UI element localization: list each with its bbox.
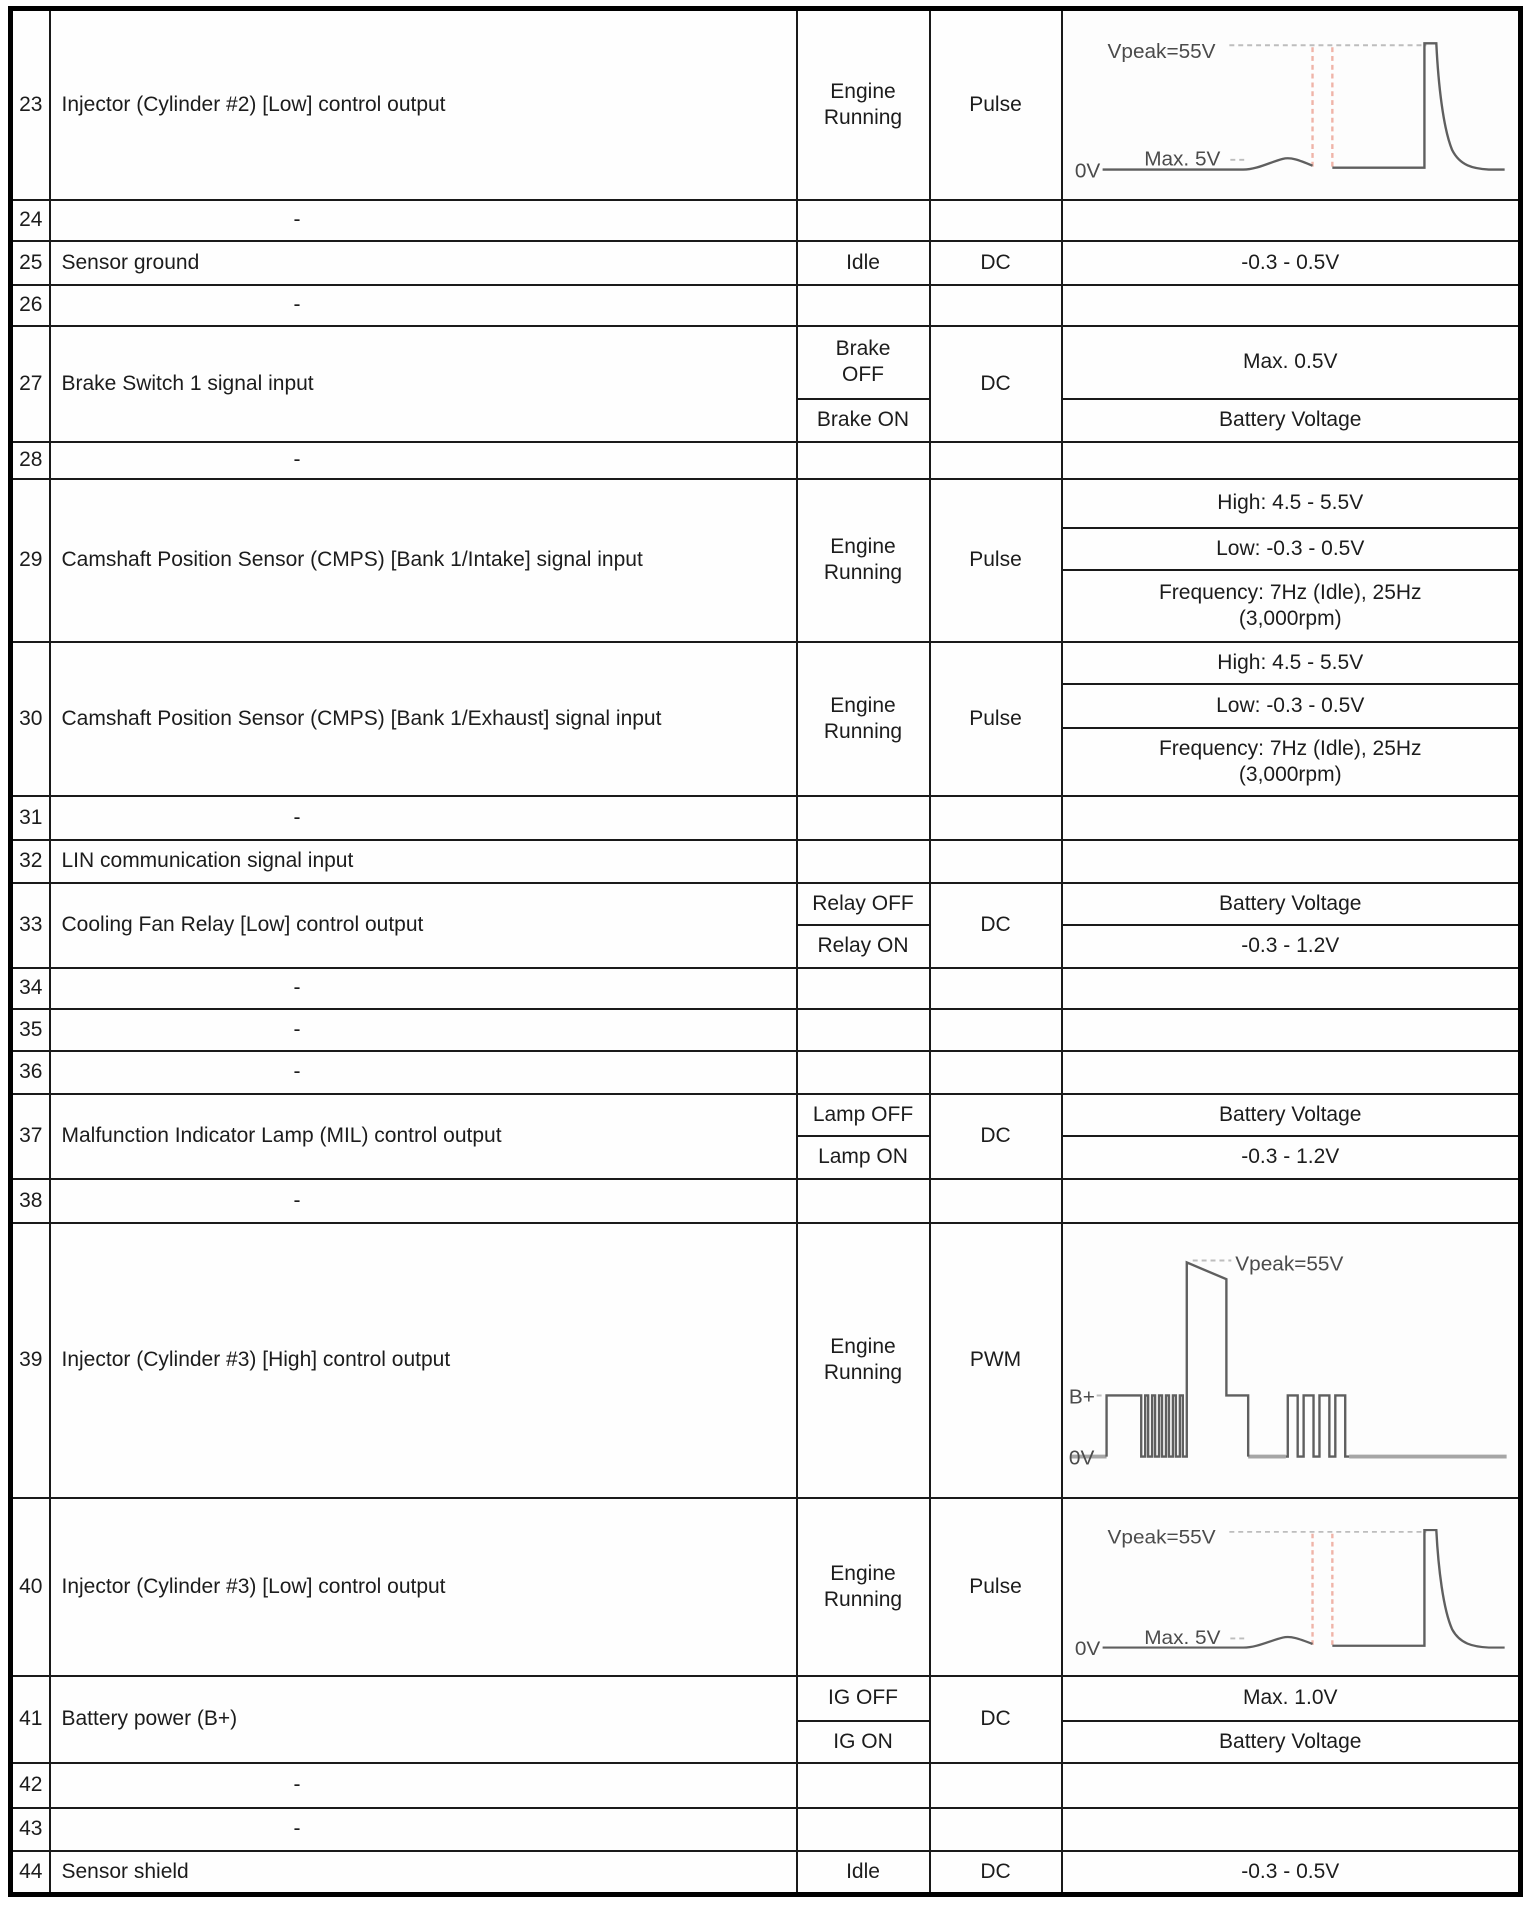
zero-volt-label: 0V	[1074, 159, 1100, 183]
table-row	[11, 326, 1521, 399]
type-cell	[930, 1808, 1062, 1851]
pin-number: 37	[11, 1094, 50, 1179]
value-cell: -0.3 - 0.5V	[1062, 1851, 1521, 1895]
pin-number: 23	[11, 9, 50, 200]
description-cell: Injector (Cylinder #3) [High] control output	[50, 1223, 797, 1498]
description-cell: -	[50, 1009, 797, 1051]
type-cell	[930, 1763, 1062, 1808]
waveform-trace-main	[1106, 1262, 1248, 1456]
type-cell: PWM	[930, 1223, 1062, 1498]
condition-cell: Engine Running	[797, 642, 930, 796]
waveform-trace-spike	[1332, 1530, 1504, 1648]
pin-number: 30	[11, 642, 50, 796]
description-cell: -	[50, 796, 797, 840]
value-cell: Battery Voltage	[1062, 1721, 1521, 1763]
condition-cell: Idle	[797, 1851, 930, 1895]
table-row	[11, 285, 1521, 326]
zero-volt-label: 0V	[1068, 1446, 1094, 1469]
description-cell: -	[50, 200, 797, 241]
description-cell: -	[50, 1808, 797, 1851]
zero-volt-label: 0V	[1074, 1638, 1100, 1660]
value-cell	[1062, 840, 1521, 883]
pulse-waveform-diagram	[1063, 11, 1519, 198]
table-row	[11, 442, 1521, 479]
condition-cell	[797, 1051, 930, 1094]
value-cell	[1062, 442, 1521, 479]
waveform-pulse	[1062, 1498, 1521, 1676]
description-cell: Injector (Cylinder #2) [Low] control output	[50, 9, 797, 200]
max5v-label: Max. 5V	[1143, 1627, 1220, 1649]
value-cell	[1062, 1051, 1521, 1094]
type-cell: DC	[930, 1676, 1062, 1763]
type-cell: DC	[930, 326, 1062, 442]
max5v-label: Max. 5V	[1143, 148, 1220, 171]
type-cell: Pulse	[930, 479, 1062, 642]
description-cell: -	[50, 1051, 797, 1094]
table-row	[11, 1676, 1521, 1721]
type-cell	[930, 442, 1062, 479]
type-cell	[930, 1051, 1062, 1094]
table-row	[11, 9, 1521, 200]
pin-number: 43	[11, 1808, 50, 1851]
pin-number: 36	[11, 1051, 50, 1094]
table-row	[11, 1763, 1521, 1808]
value-cell: Max. 1.0V	[1062, 1676, 1521, 1721]
condition-cell: Engine Running	[797, 9, 930, 200]
pin-number: 32	[11, 840, 50, 883]
pin-number: 38	[11, 1179, 50, 1223]
type-cell: DC	[930, 1094, 1062, 1179]
waveform-pwm	[1062, 1223, 1521, 1498]
type-cell	[930, 840, 1062, 883]
value-cell	[1062, 1763, 1521, 1808]
condition-cell	[797, 1808, 930, 1851]
pin-number: 24	[11, 200, 50, 241]
pwm-waveform-diagram	[1063, 1225, 1519, 1496]
condition-cell	[797, 1763, 930, 1808]
table-row	[11, 1851, 1521, 1895]
pin-number: 28	[11, 442, 50, 479]
table-row	[11, 241, 1521, 285]
vpeak-label: Vpeak=55V	[1107, 40, 1216, 64]
type-cell: DC	[930, 1851, 1062, 1895]
value-cell: High: 4.5 - 5.5V	[1062, 479, 1521, 528]
description-cell: -	[50, 968, 797, 1009]
type-cell: Pulse	[930, 1498, 1062, 1676]
pin-number: 39	[11, 1223, 50, 1498]
value-cell	[1062, 1009, 1521, 1051]
condition-cell: Relay ON	[797, 925, 930, 968]
table-row	[11, 1808, 1521, 1851]
description-cell: -	[50, 442, 797, 479]
pulse-waveform-diagram	[1063, 1500, 1519, 1674]
condition-cell: Lamp ON	[797, 1136, 930, 1179]
pin-number: 27	[11, 326, 50, 442]
value-cell: -0.3 - 1.2V	[1062, 1136, 1521, 1179]
condition-cell: Engine Running	[797, 479, 930, 642]
table-row	[11, 479, 1521, 528]
condition-cell	[797, 200, 930, 241]
table-row	[11, 1009, 1521, 1051]
pin-number: 31	[11, 796, 50, 840]
condition-cell	[797, 968, 930, 1009]
table-row	[11, 1094, 1521, 1136]
value-cell: Low: -0.3 - 0.5V	[1062, 528, 1521, 570]
condition-cell: Engine Running	[797, 1223, 930, 1498]
table-row	[11, 968, 1521, 1009]
description-cell: Injector (Cylinder #3) [Low] control output	[50, 1498, 797, 1676]
value-cell	[1062, 285, 1521, 326]
description-cell: Sensor ground	[50, 241, 797, 285]
value-cell: Battery Voltage	[1062, 399, 1521, 442]
value-cell	[1062, 968, 1521, 1009]
pin-number: 29	[11, 479, 50, 642]
condition-cell: Idle	[797, 241, 930, 285]
table-row	[11, 1179, 1521, 1223]
type-cell	[930, 285, 1062, 326]
type-cell	[930, 796, 1062, 840]
type-cell	[930, 200, 1062, 241]
value-cell	[1062, 1179, 1521, 1223]
vpeak-label: Vpeak=55V	[1234, 1251, 1343, 1275]
value-cell	[1062, 796, 1521, 840]
table-row	[11, 200, 1521, 241]
type-cell: DC	[930, 883, 1062, 968]
table-row	[11, 796, 1521, 840]
description-cell: Battery power (B+)	[50, 1676, 797, 1763]
description-cell: Brake Switch 1 signal input	[50, 326, 797, 442]
condition-cell: IG OFF	[797, 1676, 930, 1721]
type-cell	[930, 1179, 1062, 1223]
value-cell: -0.3 - 1.2V	[1062, 925, 1521, 968]
value-cell: Battery Voltage	[1062, 883, 1521, 925]
table-row	[11, 1498, 1521, 1676]
condition-cell	[797, 840, 930, 883]
pin-number: 33	[11, 883, 50, 968]
type-cell: DC	[930, 241, 1062, 285]
value-cell: Max. 0.5V	[1062, 326, 1521, 399]
condition-cell: IG ON	[797, 1721, 930, 1763]
condition-cell: Lamp OFF	[797, 1094, 930, 1136]
waveform-pulse	[1062, 9, 1521, 200]
description-cell: -	[50, 1763, 797, 1808]
waveform-trace-pulses	[1285, 1395, 1348, 1456]
pin-number: 34	[11, 968, 50, 1009]
condition-cell	[797, 285, 930, 326]
value-cell	[1062, 200, 1521, 241]
value-cell: Frequency: 7Hz (Idle), 25Hz (3,000rpm)	[1062, 728, 1521, 796]
pin-number: 35	[11, 1009, 50, 1051]
bplus-label: B+	[1068, 1384, 1095, 1408]
pin-number: 44	[11, 1851, 50, 1895]
description-cell: -	[50, 1179, 797, 1223]
description-cell: Camshaft Position Sensor (CMPS) [Bank 1/Intake] signal input	[50, 479, 797, 642]
pin-number: 40	[11, 1498, 50, 1676]
value-cell: Battery Voltage	[1062, 1094, 1521, 1136]
type-cell: Pulse	[930, 642, 1062, 796]
table-row	[11, 1223, 1521, 1498]
description-cell: Camshaft Position Sensor (CMPS) [Bank 1/Exhaust] signal input	[50, 642, 797, 796]
table-row	[11, 1051, 1521, 1094]
waveform-trace-spike	[1332, 44, 1504, 170]
description-cell: Malfunction Indicator Lamp (MIL) control output	[50, 1094, 797, 1179]
description-cell: Sensor shield	[50, 1851, 797, 1895]
pin-number: 26	[11, 285, 50, 326]
table-row	[11, 642, 1521, 684]
condition-cell: Brake OFF	[797, 326, 930, 399]
table-row	[11, 840, 1521, 883]
condition-cell	[797, 1179, 930, 1223]
type-cell	[930, 1009, 1062, 1051]
value-cell: Frequency: 7Hz (Idle), 25Hz (3,000rpm)	[1062, 570, 1521, 642]
table-row	[11, 883, 1521, 925]
type-cell	[930, 968, 1062, 1009]
condition-cell: Brake ON	[797, 399, 930, 442]
value-cell: Low: -0.3 - 0.5V	[1062, 684, 1521, 728]
condition-cell: Relay OFF	[797, 883, 930, 925]
value-cell: -0.3 - 0.5V	[1062, 241, 1521, 285]
pin-number: 42	[11, 1763, 50, 1808]
description-cell: -	[50, 285, 797, 326]
condition-cell	[797, 796, 930, 840]
description-cell: Cooling Fan Relay [Low] control output	[50, 883, 797, 968]
condition-cell: Engine Running	[797, 1498, 930, 1676]
value-cell	[1062, 1808, 1521, 1851]
terminal-inspection-table	[8, 6, 1523, 1897]
pin-number: 25	[11, 241, 50, 285]
pin-number: 41	[11, 1676, 50, 1763]
description-cell: LIN communication signal input	[50, 840, 797, 883]
value-cell: High: 4.5 - 5.5V	[1062, 642, 1521, 684]
condition-cell	[797, 442, 930, 479]
type-cell: Pulse	[930, 9, 1062, 200]
condition-cell	[797, 1009, 930, 1051]
vpeak-label: Vpeak=55V	[1107, 1526, 1216, 1549]
